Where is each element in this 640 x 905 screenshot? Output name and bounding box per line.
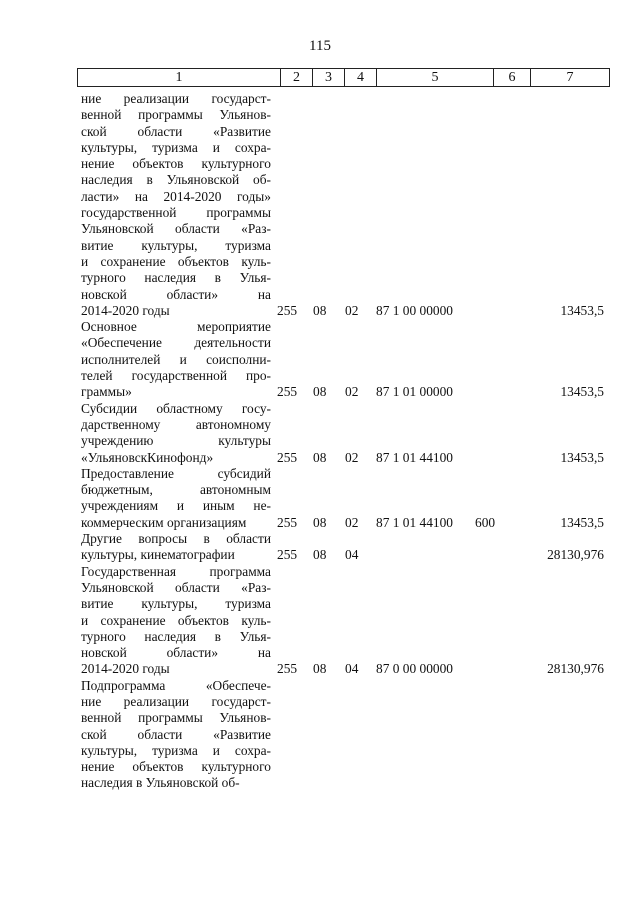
- target-article-code: 87 1 01 00000: [376, 384, 453, 400]
- description-line: наследия в Ульяновской об-: [81, 172, 271, 188]
- description-line: коммерческим организациям: [81, 514, 247, 530]
- description-line: Предоставление субсидий: [81, 465, 271, 481]
- ministry-code: 255: [277, 514, 298, 530]
- target-article-code: 87 1 01 44100: [376, 449, 453, 465]
- description-line: ской области «Развитие: [81, 123, 271, 139]
- description-line: культуры, туризма и сохра-: [81, 742, 271, 758]
- ministry-code: 255: [277, 384, 298, 400]
- amount: 28130,976: [547, 547, 604, 563]
- target-article-code: 87 1 01 44100: [376, 514, 453, 530]
- description-line: Субсидии областному госу-: [81, 400, 271, 416]
- description-line: и сохранение объектов куль-: [81, 253, 271, 269]
- header-col-2: 2: [281, 69, 313, 86]
- subsection-code: 04: [345, 547, 359, 563]
- description-line: культуры, кинематографии: [81, 547, 235, 563]
- section-code: 08: [313, 661, 327, 677]
- section-code: 08: [313, 514, 327, 530]
- ministry-code: 255: [277, 449, 298, 465]
- description-line: 2014-2020 годы: [81, 661, 170, 677]
- header-col-1: 1: [78, 69, 281, 86]
- header-col-6: 6: [494, 69, 531, 86]
- description-line: ской области «Развитие: [81, 726, 271, 742]
- amount: 13453,5: [560, 449, 604, 465]
- table-header: [77, 68, 610, 87]
- section-code: 08: [313, 384, 327, 400]
- ministry-code: 255: [277, 547, 298, 563]
- description-line: учреждению культуры: [81, 433, 271, 449]
- row-description: [81, 531, 271, 564]
- description-line: телей государственной про-: [81, 368, 271, 384]
- section-code: 08: [313, 302, 327, 318]
- subsection-code: 02: [345, 302, 359, 318]
- description-line: турного наследия в Улья-: [81, 270, 271, 286]
- ministry-code: 255: [277, 302, 298, 318]
- description-line: нение объектов культурного: [81, 759, 271, 775]
- amount: 13453,5: [560, 384, 604, 400]
- description-line: нение объектов культурного: [81, 156, 271, 172]
- amount: 28130,976: [547, 661, 604, 677]
- subsection-code: 04: [345, 661, 359, 677]
- row-description: [81, 401, 271, 466]
- description-line: ние реализации государст-: [81, 91, 271, 106]
- description-line: наследия в Ульяновской об-: [81, 775, 240, 791]
- description-line: Ульяновской области «Раз-: [81, 221, 271, 237]
- row-description: [81, 466, 271, 531]
- row-description: [81, 91, 271, 319]
- description-line: государственной программы: [81, 205, 271, 221]
- ministry-code: 255: [277, 661, 298, 677]
- description-line: Ульяновской области «Раз-: [81, 579, 271, 595]
- header-col-5: 5: [377, 69, 494, 86]
- subsection-code: 02: [345, 384, 359, 400]
- description-line: Основное мероприятие: [81, 319, 271, 335]
- table-row: [81, 91, 610, 319]
- description-line: культуры, туризма и сохра-: [81, 139, 271, 155]
- header-col-7: 7: [566, 70, 574, 85]
- description-line: ласти» на 2014-2020 годы»: [81, 188, 271, 204]
- description-line: турного наследия в Улья-: [81, 628, 271, 644]
- target-article-code: 87 0 00 00000: [376, 661, 453, 677]
- amount: 13453,5: [560, 302, 604, 318]
- table-row: [81, 531, 610, 564]
- description-line: новской области» на: [81, 645, 271, 661]
- table-row: [81, 401, 610, 466]
- description-line: граммы»: [81, 384, 132, 400]
- description-line: Подпрограмма «Обеспече-: [81, 677, 271, 693]
- description-line: и сохранение объектов куль-: [81, 612, 271, 628]
- subsection-code: 02: [345, 449, 359, 465]
- expense-type-code: 600: [475, 514, 496, 530]
- subsection-code: 02: [345, 514, 359, 530]
- row-description: [81, 319, 271, 400]
- description-line: витие культуры, туризма: [81, 596, 271, 612]
- description-line: новской области» на: [81, 286, 271, 302]
- description-line: дарственному автономному: [81, 416, 271, 432]
- description-line: венной программы Ульянов-: [81, 710, 271, 726]
- table-body: [81, 91, 610, 792]
- description-line: ние реализации государст-: [81, 693, 271, 709]
- row-description: [81, 678, 271, 792]
- section-code: 08: [313, 547, 327, 563]
- header-col-3: 3: [313, 69, 345, 86]
- description-line: витие культуры, туризма: [81, 237, 271, 253]
- description-line: «Обеспечение деятельности: [81, 335, 271, 351]
- table-row: [81, 564, 610, 678]
- description-line: венной программы Ульянов-: [81, 107, 271, 123]
- description-line: 2014-2020 годы: [81, 302, 170, 318]
- table-row: [81, 466, 610, 531]
- description-line: бюджетным, автономным: [81, 482, 271, 498]
- description-line: исполнителей и соисполни-: [81, 351, 271, 367]
- amount: 13453,5: [560, 514, 604, 530]
- description-line: «УльяновскКинофонд»: [81, 449, 214, 465]
- description-line: учреждениям и иным не-: [81, 498, 271, 514]
- target-article-code: 87 1 00 00000: [376, 302, 453, 318]
- page-number: 115: [309, 38, 331, 54]
- table-row: [81, 678, 610, 792]
- section-code: 08: [313, 449, 327, 465]
- table-row: [81, 319, 610, 400]
- description-line: Другие вопросы в области: [81, 531, 271, 547]
- header-col-4: 4: [345, 69, 377, 86]
- description-line: Государственная программа: [81, 563, 271, 579]
- row-description: [81, 564, 271, 678]
